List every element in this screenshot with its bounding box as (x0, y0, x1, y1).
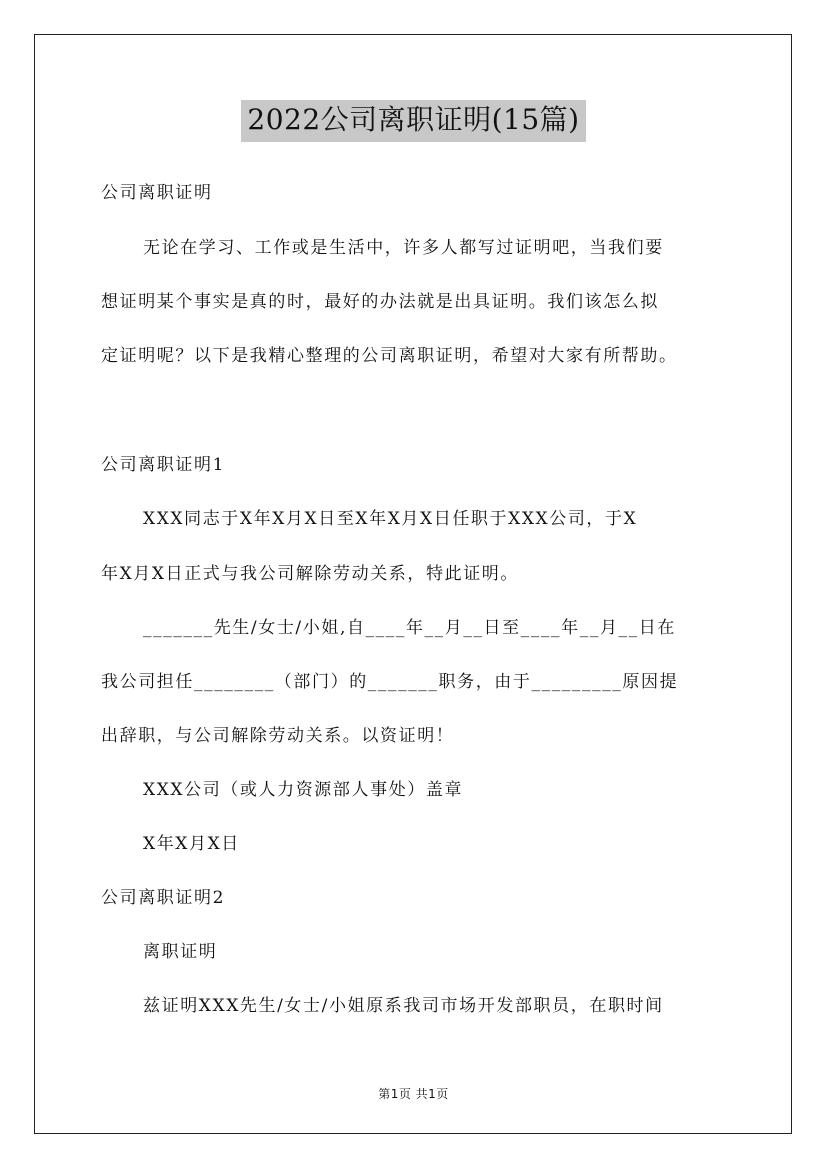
document-title: 2022公司离职证明(15篇) (241, 100, 585, 142)
section1-line-7: X年X月X日 (143, 834, 240, 854)
section1-line-1: XXX同志于X年X月X日至X年X月X日任职于XXX公司，于X (143, 509, 638, 529)
intro-line-1: 无论在学习、工作或是生活中，许多人都写过证明吧，当我们要 (143, 238, 664, 258)
section1-line-4: 我公司担任________（部门）的_______职务，由于_________原因提 (101, 672, 679, 692)
section1-line-2: 年X月X日正式与我公司解除劳动关系，特此证明。 (101, 564, 520, 584)
section1-line-6: XXX公司（或人力资源部人事处）盖章 (143, 780, 464, 800)
section1-line-5: 出辞职，与公司解除劳动关系。以资证明！ (101, 726, 455, 746)
page-footer: 第1页 共1页 (378, 1087, 449, 1101)
intro-line-3: 定证明呢？以下是我精心整理的公司离职证明，希望对大家有所帮助。 (101, 346, 678, 366)
section2-line-1: 离职证明 (143, 942, 218, 962)
intro-line-2: 想证明某个事实是真的时，最好的办法就是出具证明。我们该怎么拟 (101, 292, 659, 312)
section2-line-2: 兹证明XXX先生/女士/小姐原系我司市场开发部职员，在职时间 (143, 996, 664, 1016)
section1-heading: 公司离职证明1 (101, 455, 226, 475)
section2-heading: 公司离职证明2 (101, 888, 226, 908)
section1-line-3: _______先生/女士/小姐,自____年__月__日至____年__月__日在 (143, 618, 676, 638)
section-heading-main: 公司离职证明 (101, 183, 213, 203)
title-container (0, 100, 827, 142)
